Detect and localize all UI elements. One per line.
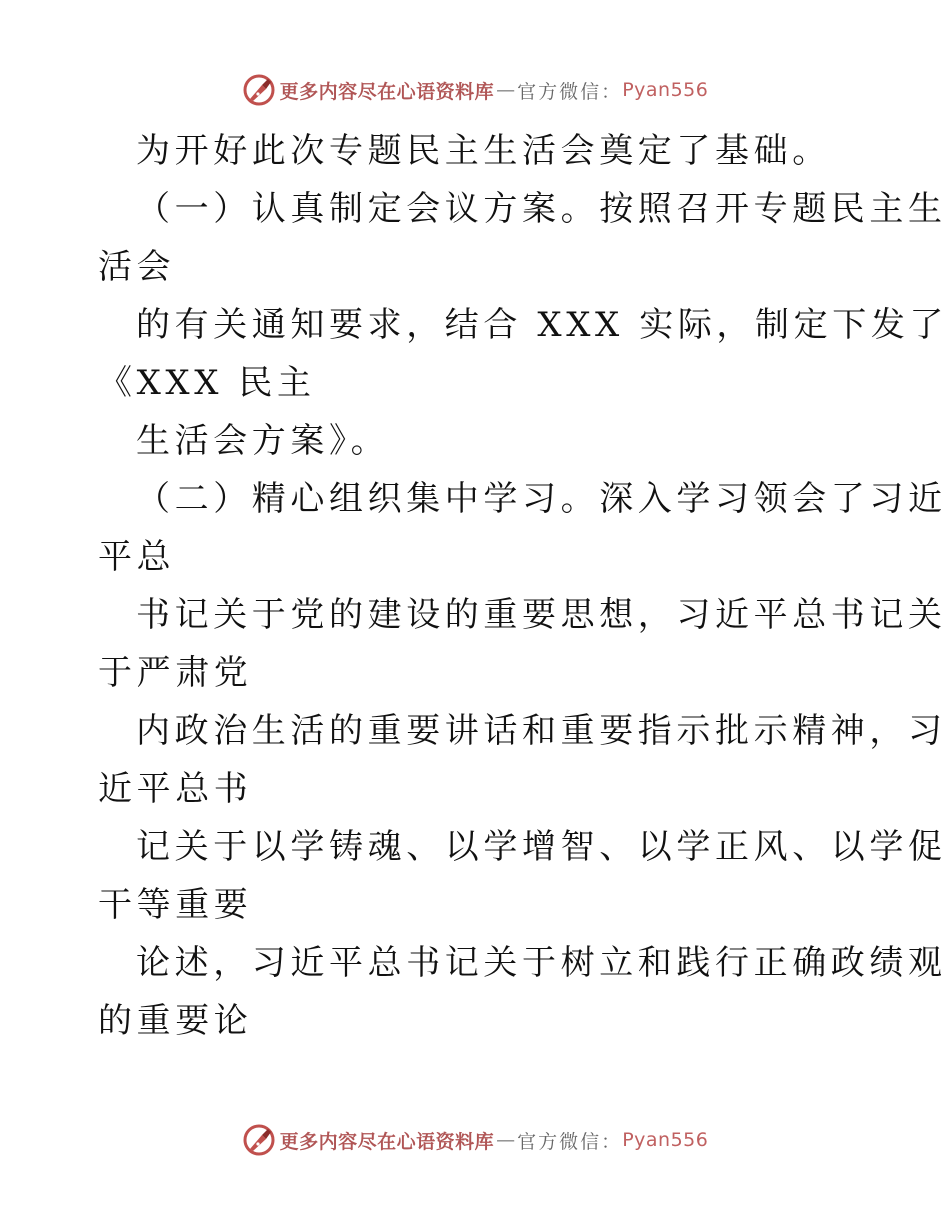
text-line: 生活会方案》。: [136, 421, 390, 461]
document-body: [98, 122, 949, 1050]
text-line: 活会: [98, 247, 176, 287]
pen-nib-logo-icon: [242, 1123, 276, 1157]
pen-nib-logo-icon: [242, 73, 276, 107]
text-line: 内政治生活的重要讲话和重要指示批示精神，习: [136, 711, 947, 751]
text-line: 论述，习近平总书记关于树立和践行正确政绩观: [136, 943, 947, 983]
watermark-wechat-id: Pyan556: [622, 1129, 709, 1151]
text-line: 干等重要: [98, 885, 253, 925]
text-line: 为开好此次专题民主生活会奠定了基础。: [136, 131, 831, 171]
text-line: 近平总书: [98, 769, 253, 809]
header-watermark: [0, 72, 950, 108]
footer-watermark: [0, 1122, 950, 1158]
text-line: （一）认真制定会议方案。按照召开专题民主生: [136, 189, 947, 229]
watermark-dash: —: [496, 1129, 516, 1151]
watermark-label: 官方微信：: [517, 1130, 623, 1153]
watermark-label: 官方微信：: [517, 80, 623, 103]
watermark-brand: 更多内容尽在心语资料库: [279, 1130, 495, 1153]
watermark-dash: —: [496, 79, 516, 101]
text-line: 的重要论: [98, 1001, 253, 1041]
text-line: （二）精心组织集中学习。深入学习领会了习近: [136, 479, 947, 519]
text-line: 的有关通知要求，结合 XXX 实际，制定下发了: [136, 305, 949, 345]
text-line: 于严肃党: [98, 653, 253, 693]
text-line: 记关于以学铸魂、以学增智、以学正风、以学促: [136, 827, 947, 867]
watermark-brand: 更多内容尽在心语资料库: [279, 80, 495, 103]
text-line: 书记关于党的建设的重要思想，习近平总书记关: [136, 595, 947, 635]
text-line: 《XXX 民主: [98, 363, 316, 403]
text-line: 平总: [98, 537, 176, 577]
watermark-wechat-id: Pyan556: [622, 79, 709, 101]
